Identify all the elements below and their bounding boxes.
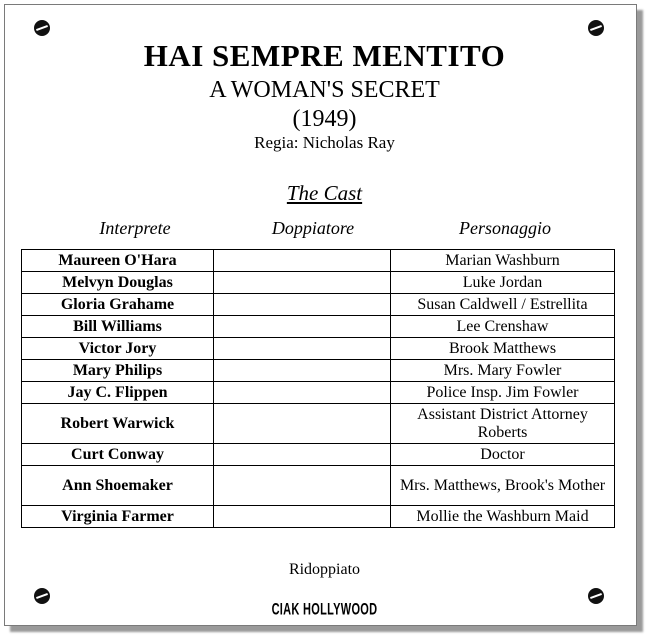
table-row <box>22 444 615 466</box>
dubber-cell <box>214 250 391 272</box>
dubber-cell <box>214 272 391 294</box>
table-row <box>22 272 615 294</box>
role-cell: Brook Matthews <box>391 338 615 360</box>
actor-cell: Maureen O'Hara <box>22 250 214 272</box>
role-cell: Luke Jordan <box>391 272 615 294</box>
dubber-cell <box>214 444 391 466</box>
role-cell: Lee Crenshaw <box>391 316 615 338</box>
release-year: (1949) <box>292 106 357 132</box>
table-row <box>22 404 615 444</box>
dubber-cell <box>214 466 391 506</box>
role-cell: Mollie the Washburn Maid <box>391 506 615 528</box>
table-row <box>22 466 615 506</box>
role-cell: Assistant District Attorney Roberts <box>391 404 615 444</box>
role-cell: Marian Washburn <box>391 250 615 272</box>
dubber-cell <box>214 506 391 528</box>
dubber-cell <box>214 360 391 382</box>
role-cell: Mrs. Matthews, Brook's Mother <box>391 466 615 506</box>
table-row <box>22 316 615 338</box>
actor-cell: Gloria Grahame <box>22 294 214 316</box>
role-cell: Doctor <box>391 444 615 466</box>
actor-cell: Melvyn Douglas <box>22 272 214 294</box>
actor-cell: Robert Warwick <box>22 404 214 444</box>
dubber-cell <box>214 338 391 360</box>
cast-heading: The Cast <box>286 181 363 205</box>
table-row <box>22 506 615 528</box>
actor-cell: Bill Williams <box>22 316 214 338</box>
dubber-cell <box>214 404 391 444</box>
dubber-cell <box>214 294 391 316</box>
original-title: A WOMAN'S SECRET <box>209 77 440 103</box>
screw-icon <box>34 20 50 36</box>
actor-cell: Virginia Farmer <box>22 506 214 528</box>
column-header-role: Personaggio <box>459 218 551 238</box>
column-header-actor: Interprete <box>99 218 171 238</box>
table-row <box>22 382 615 404</box>
dubber-cell <box>214 316 391 338</box>
film-title: HAI SEMPRE MENTITO <box>143 38 506 73</box>
director-credit: Regia: Nicholas Ray <box>254 133 395 152</box>
role-cell: Susan Caldwell / Estrellita <box>391 294 615 316</box>
table-row <box>22 338 615 360</box>
actor-cell: Victor Jory <box>22 338 214 360</box>
redub-note: Ridoppiato <box>288 561 361 578</box>
dubber-cell <box>214 382 391 404</box>
table-row <box>22 250 615 272</box>
role-cell: Police Insp. Jim Fowler <box>391 382 615 404</box>
cast-table <box>21 249 615 528</box>
actor-cell: Curt Conway <box>22 444 214 466</box>
column-header-dubber: Doppiatore <box>271 218 355 238</box>
actor-cell: Ann Shoemaker <box>22 466 214 506</box>
screw-icon <box>588 20 604 36</box>
ciak-hollywood-logo: CIAK HOLLYWOOD <box>271 601 378 619</box>
actor-cell: Mary Philips <box>22 360 214 382</box>
table-row <box>22 360 615 382</box>
actor-cell: Jay C. Flippen <box>22 382 214 404</box>
role-cell: Mrs. Mary Fowler <box>391 360 615 382</box>
table-row <box>22 294 615 316</box>
